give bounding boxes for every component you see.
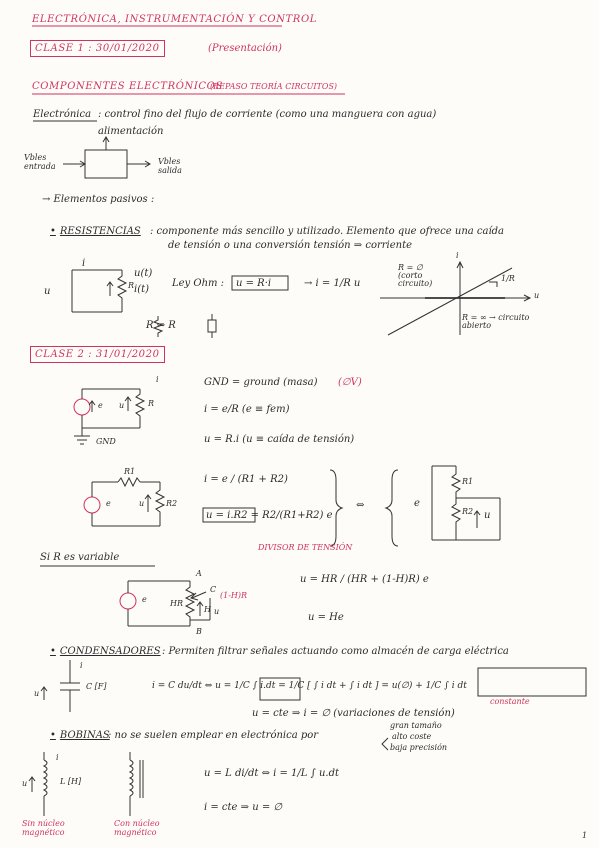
- graph-i-axis: i: [456, 251, 459, 260]
- graph-cortocircuito: R = ∅ (corto circuito): [398, 263, 433, 288]
- variable-B: B: [196, 627, 202, 636]
- gnd-zero: (∅V): [338, 377, 362, 388]
- divisor-equiv-R2: R2: [462, 507, 474, 516]
- brace-right: [330, 470, 342, 546]
- divisor-u-eq: u = i.R2 = R2/(R1+R2) e: [206, 510, 333, 521]
- inductor-L-label: L [H]: [60, 777, 82, 786]
- divisor-equiv-e: e: [414, 498, 420, 509]
- capacitor-constante: constante: [490, 697, 530, 706]
- vbles-entrada-label: Vbles entrada: [24, 153, 56, 171]
- capacitor-C-label: C [F]: [86, 682, 107, 691]
- clase2-i-label: i: [156, 375, 159, 384]
- capacitor-equation: i = C du/dt ⇔ u = 1/C ∫ i.dt = 1/C [ ∫ i dt + ∫ i dt ] = u(∅) + 1/C ∫ i dt: [152, 681, 467, 691]
- page-number: 1: [582, 831, 588, 840]
- electronica-definition: : control fino del flujo de corriente (como una manguera con agua): [98, 109, 437, 120]
- divisor-equiv-arrow: ⇔: [356, 500, 365, 511]
- clase1-title: CLASE 1 : 30/01/2020: [30, 40, 165, 57]
- capacitor-u-label: u: [34, 689, 40, 698]
- resistor-equivalence: R ⇔ R: [146, 320, 176, 331]
- divisor-circuit: [84, 478, 164, 526]
- electronic-block: [85, 150, 127, 178]
- it-label: i(t): [134, 284, 150, 295]
- graph-slope: 1/R: [501, 274, 515, 283]
- capacitor-i-label: i: [80, 661, 83, 670]
- sin-nucleo-label: Sin núcleo magnético: [22, 819, 65, 837]
- ohm-formula: u = R·i: [236, 278, 272, 289]
- divisor-u-label: u: [139, 499, 145, 508]
- resistor-box-symbol: [208, 320, 216, 332]
- elementos-pasivos-label: → Elementos pasivos :: [42, 194, 155, 205]
- alimentacion-label: alimentación: [98, 126, 164, 137]
- divisor-equiv-u: u: [484, 510, 491, 521]
- variable-A: A: [196, 569, 202, 578]
- electronica-label: Electrónica: [33, 109, 92, 120]
- capacitor-note: u = cte ⇒ i = ∅ (variaciones de tensión): [252, 708, 455, 719]
- gnd-text: GND = ground (masa): [204, 377, 318, 388]
- inductor-eq2: i = cte ⇒ u = ∅: [204, 802, 283, 813]
- bobinas-reason-2: alto coste: [392, 732, 432, 741]
- capacitor-symbol: [41, 660, 80, 712]
- divisor-label: DIVISOR DE TENSIÓN: [258, 543, 353, 552]
- course-title: ELECTRÓNICA, INSTRUMENTACIÓN Y CONTROL: [32, 14, 317, 25]
- divisor-equiv-R1: R1: [462, 477, 474, 486]
- variable-e: e: [142, 595, 147, 604]
- graph-abierto: R = ∞ → circuito abierto: [462, 313, 530, 330]
- inductor-no-core: [29, 752, 47, 816]
- capacitor-formula-box-2: [478, 668, 586, 696]
- variable-C: C: [210, 585, 217, 594]
- variable-circuit: [120, 581, 210, 626]
- bobinas-reason-3: baja precisión: [390, 743, 448, 752]
- divisor-e-label: e: [106, 499, 111, 508]
- divisor-R2-label: R2: [166, 499, 178, 508]
- clase2-title: CLASE 2 : 31/01/2020: [30, 346, 165, 363]
- variable-u: u: [214, 607, 220, 616]
- graph-u-axis: u: [534, 291, 540, 300]
- variable-HR: HR: [170, 599, 183, 608]
- clase1-note: (Presentación): [208, 43, 282, 54]
- clase2-circuit: [74, 389, 144, 444]
- variable-one-minus: (1-H)R: [220, 591, 248, 600]
- inductor-with-core: [130, 752, 143, 816]
- resistor-circuit-1: [72, 270, 126, 312]
- variable-H: H: [204, 605, 211, 614]
- brace-left: [386, 470, 398, 546]
- variable-u-eq: u = HR / (HR + (1-H)R) e: [300, 574, 429, 585]
- ut-label: u(t): [134, 268, 153, 279]
- i-over-r-formula: → i = 1/R u: [304, 278, 361, 289]
- divisor-R1-label: R1: [124, 467, 136, 476]
- resistencias-label: • RESISTENCIAS: [50, 226, 141, 237]
- variable-text: Si R es variable: [40, 552, 120, 563]
- gnd-label: GND: [96, 437, 116, 446]
- inductor-eq1: u = L di/dt ⇔ i = 1/L ∫ u.dt: [204, 768, 340, 779]
- vbles-salida-label: Vbles salida: [158, 157, 182, 175]
- variable-u-eq2: u = He: [308, 612, 344, 623]
- con-nucleo-label: Con núcleo magnético: [114, 819, 160, 837]
- bobinas-label: • BOBINAS: [50, 730, 110, 741]
- clase2-e-label: e: [98, 401, 103, 410]
- condensadores-text: : Permiten filtrar señales actuando como almacén de carga eléctrica: [162, 646, 509, 657]
- divisor-i-eq: i = e / (R1 + R2): [204, 474, 288, 485]
- bobinas-text: : no se suelen emplear en electrónica por: [108, 730, 319, 741]
- bobinas-reason-1: gran tamaño: [390, 721, 442, 730]
- resistencias-line1: : componente más sencillo y utilizado. Elemento que ofrece una caída: [150, 226, 505, 237]
- inductor-i-label: i: [56, 753, 59, 762]
- clase2-i-eq: i = e/R (e ≡ fem): [204, 404, 290, 415]
- condensadores-label: • CONDENSADORES: [50, 646, 161, 657]
- resistor-R-label: R: [128, 281, 135, 290]
- resistor-u-label: u: [44, 286, 51, 297]
- componentes-title: COMPONENTES ELECTRÓNICOS: [32, 81, 223, 92]
- clase2-u-eq: u = R.i (u ≡ caída de tensión): [204, 434, 355, 445]
- clase2-R-label: R: [148, 399, 155, 408]
- resistor-i-label: i: [82, 258, 86, 269]
- ley-ohm-label: Ley Ohm :: [172, 278, 225, 289]
- inductor-u-label: u: [22, 779, 28, 788]
- resistencias-line2: de tensión o una conversión tensión ⇒ corriente: [168, 240, 413, 251]
- componentes-subtitle: (REPASO TEORÍA CIRCUITOS): [210, 82, 338, 91]
- clase2-u-label: u: [119, 401, 125, 410]
